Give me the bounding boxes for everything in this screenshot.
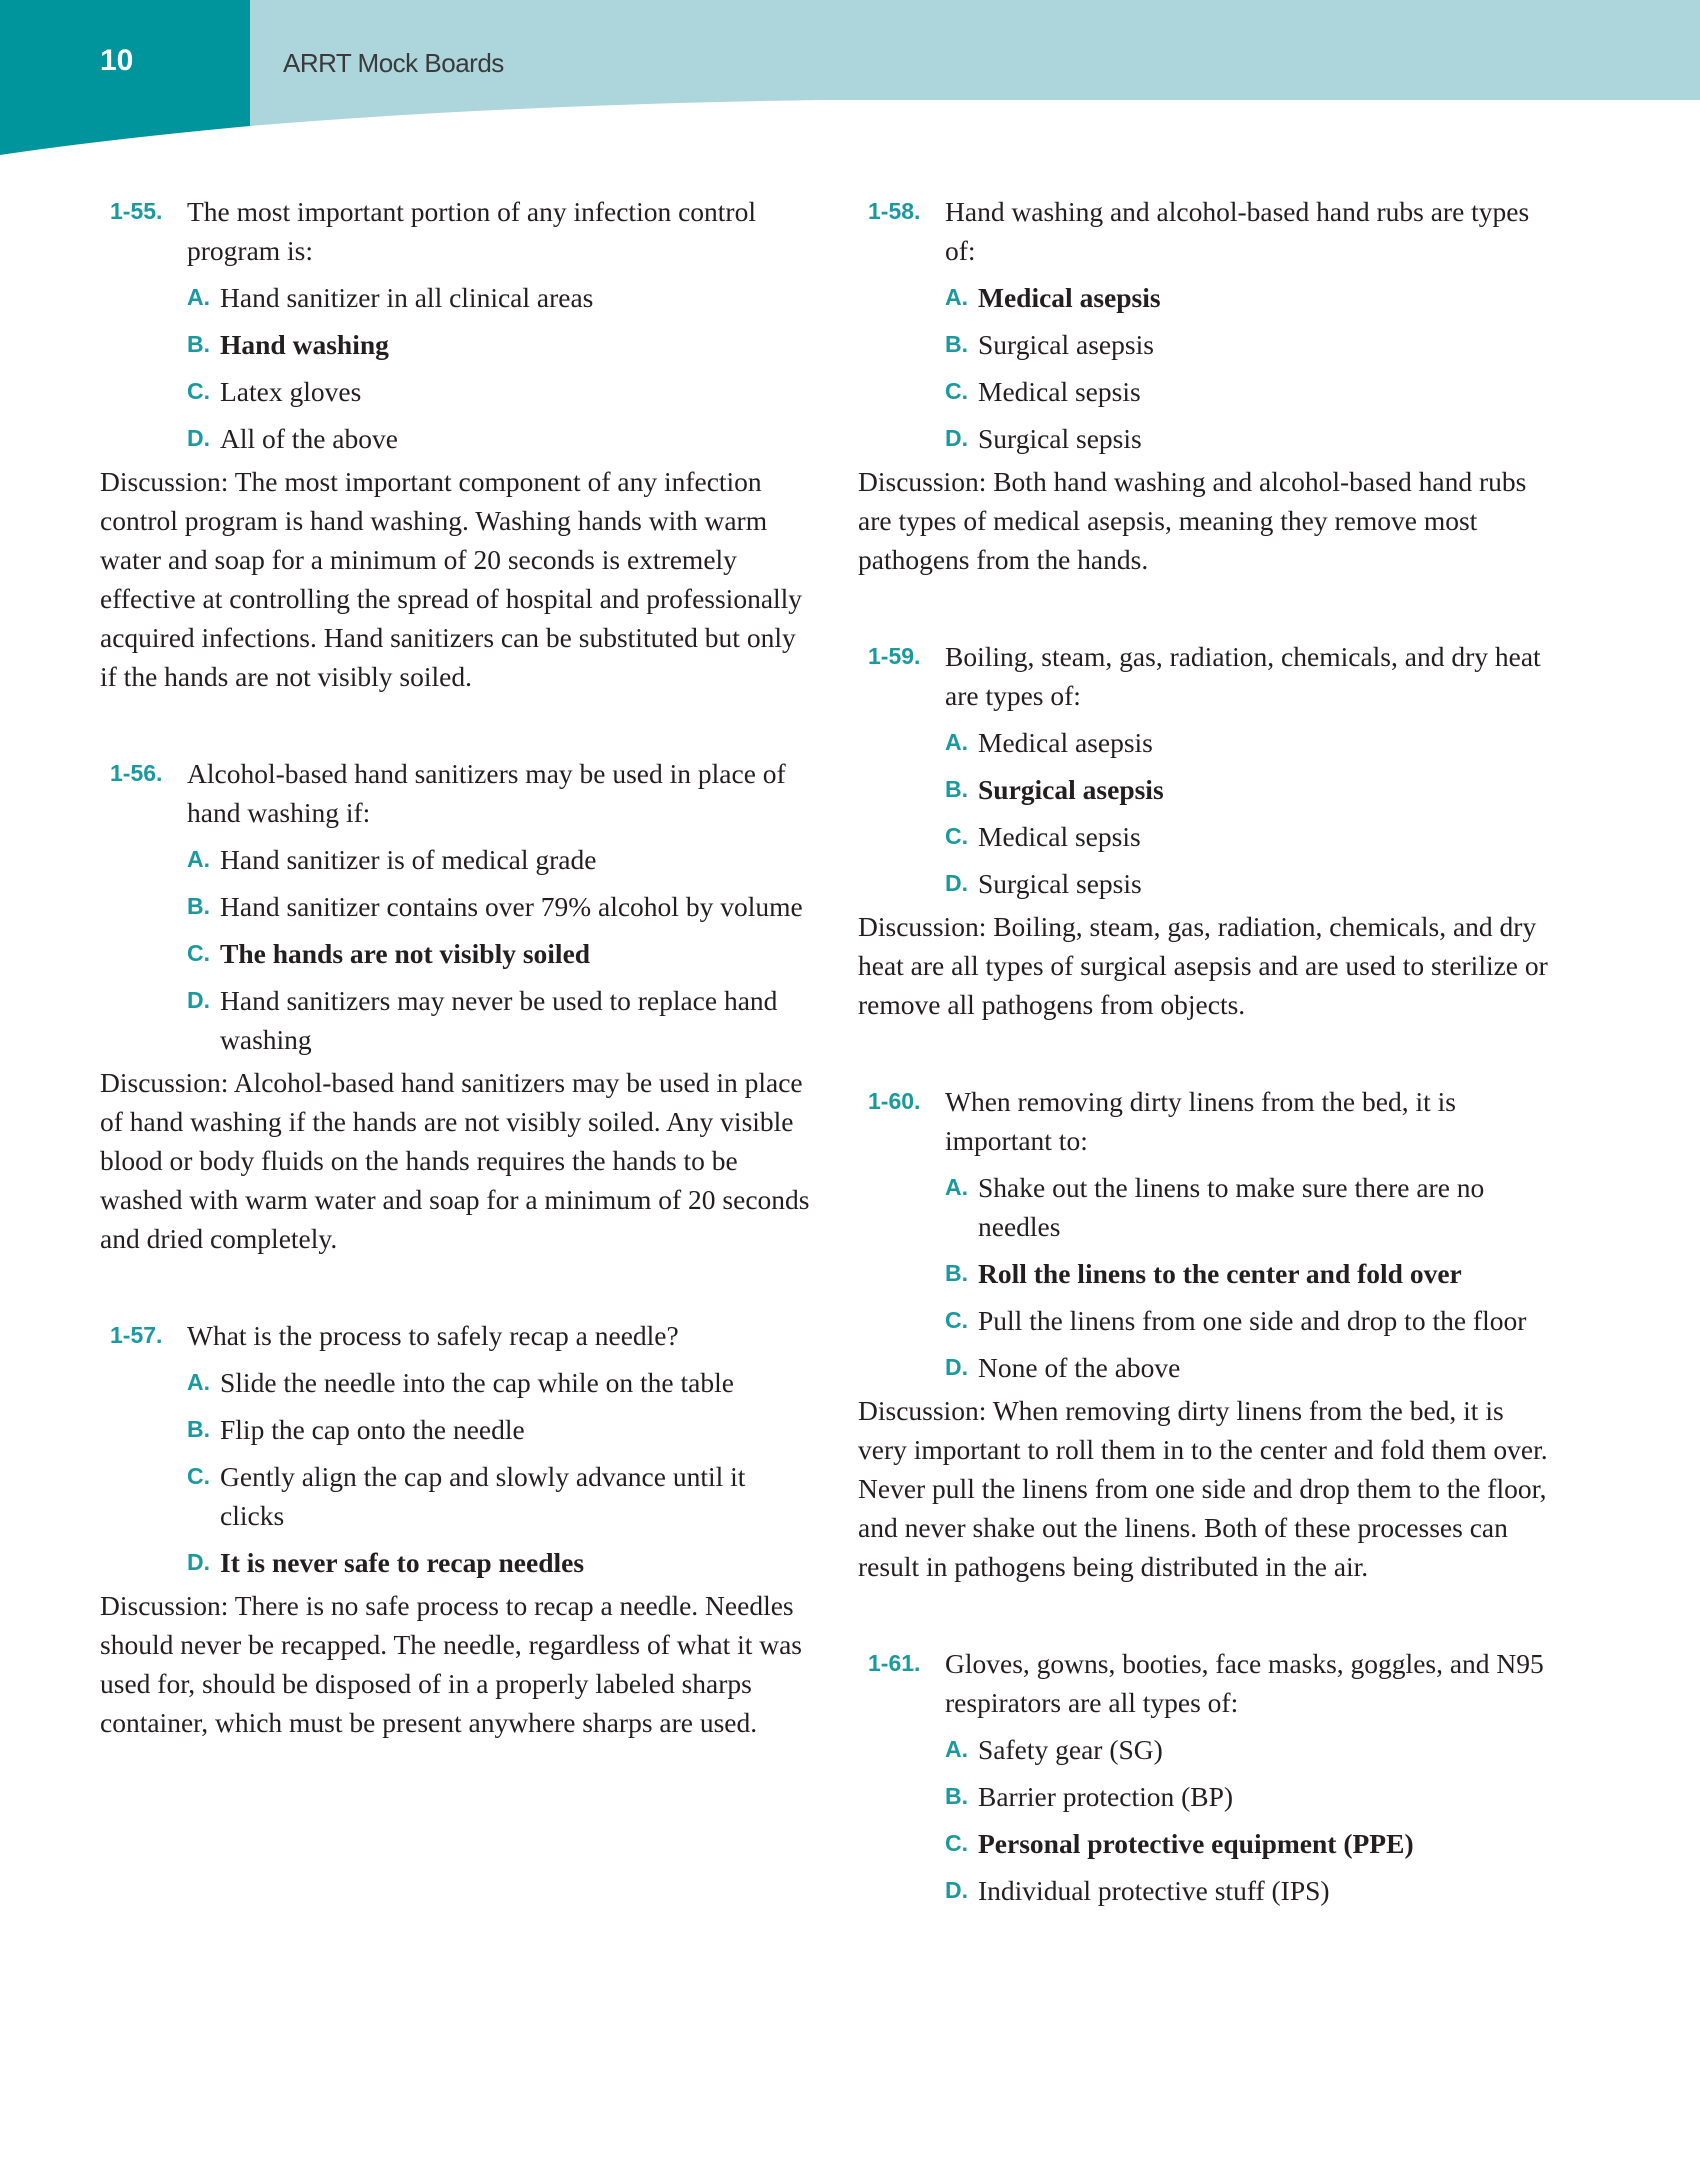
option-text: Shake out the linens to make sure there are no needles — [978, 1172, 1485, 1242]
answer-option — [945, 864, 1558, 903]
answer-option — [945, 1348, 1558, 1387]
question-text: Boiling, steam, gas, radiation, chemicals, and dry heat are types of: — [945, 641, 1541, 711]
question-text: Alcohol-based hand sanitizers may be used in place of hand washing if: — [187, 758, 786, 828]
question-number: 1-60. — [868, 1088, 921, 1114]
option-letter: C. — [187, 378, 210, 404]
answer-option — [945, 1871, 1558, 1910]
book-title: ARRT Mock Boards — [283, 48, 504, 78]
option-text: All of the above — [220, 423, 398, 454]
option-letter: C. — [945, 823, 968, 849]
answer-option-correct — [945, 770, 1558, 809]
option-letter: C. — [945, 378, 968, 404]
option-text: Slide the needle into the cap while on the table — [220, 1367, 734, 1398]
option-text: Individual protective stuff (IPS) — [978, 1875, 1330, 1906]
option-text: Hand sanitizers may never be used to replace hand washing — [220, 985, 778, 1055]
question-text: When removing dirty linens from the bed, it is important to: — [945, 1086, 1456, 1156]
question-block — [100, 192, 812, 696]
option-text: None of the above — [978, 1352, 1181, 1383]
option-text: The hands are not visibly soiled — [220, 938, 591, 969]
answer-option — [945, 1777, 1558, 1816]
option-text: Medical sepsis — [978, 376, 1141, 407]
question-header — [100, 754, 812, 832]
answer-options — [187, 278, 812, 458]
option-letter: B. — [945, 331, 968, 357]
option-letter: B. — [187, 1416, 210, 1442]
answer-option-correct — [945, 1254, 1558, 1293]
answer-options — [945, 723, 1558, 903]
question-block — [858, 192, 1558, 579]
question-block — [858, 1082, 1558, 1586]
question-header — [100, 1316, 812, 1355]
option-text: Flip the cap onto the needle — [220, 1414, 525, 1445]
option-letter: A. — [187, 284, 210, 310]
answer-option — [187, 840, 812, 879]
answer-option-correct — [945, 1824, 1558, 1863]
option-letter: B. — [187, 331, 210, 357]
answer-option — [945, 419, 1558, 458]
option-text: Roll the linens to the center and fold over — [978, 1258, 1462, 1289]
option-letter: D. — [187, 987, 210, 1013]
answer-options — [945, 1730, 1558, 1910]
option-text: Latex gloves — [220, 376, 362, 407]
question-number: 1-58. — [868, 198, 921, 224]
option-letter: C. — [187, 1463, 210, 1489]
answer-options — [945, 1168, 1558, 1387]
option-text: Surgical asepsis — [978, 774, 1164, 805]
answer-option — [945, 1168, 1558, 1246]
question-text: Gloves, gowns, booties, face masks, goggles, and N95 respirators are all types of: — [945, 1648, 1544, 1718]
option-letter: B. — [945, 1783, 968, 1809]
answer-option — [945, 1301, 1558, 1340]
answer-option — [187, 419, 812, 458]
answer-option — [187, 1410, 812, 1449]
option-text: Surgical sepsis — [978, 868, 1142, 899]
option-letter: B. — [187, 893, 210, 919]
answer-options — [187, 1363, 812, 1582]
answer-options — [945, 278, 1558, 458]
question-header — [858, 637, 1558, 715]
option-text: Medical asepsis — [978, 727, 1153, 758]
question-block — [100, 754, 812, 1258]
option-text: Hand washing — [220, 329, 389, 360]
option-text: Medical asepsis — [978, 282, 1161, 313]
question-header — [858, 1644, 1558, 1722]
question-number: 1-61. — [868, 1650, 921, 1676]
answer-option — [945, 817, 1558, 856]
question-header — [100, 192, 812, 270]
answer-option — [945, 372, 1558, 411]
answer-options — [187, 840, 812, 1059]
answer-option — [187, 1457, 812, 1535]
question-text: Hand washing and alcohol-based hand rubs are types of: — [945, 196, 1530, 266]
option-letter: C. — [187, 940, 210, 966]
option-text: Pull the linens from one side and drop to the floor — [978, 1305, 1527, 1336]
option-letter: D. — [187, 425, 210, 451]
option-text: Hand sanitizer is of medical grade — [220, 844, 597, 875]
answer-option — [187, 1363, 812, 1402]
option-letter: A. — [187, 846, 210, 872]
answer-option — [945, 723, 1558, 762]
answer-option — [945, 325, 1558, 364]
option-letter: A. — [945, 284, 968, 310]
question-text: The most important portion of any infection control program is: — [187, 196, 756, 266]
question-header — [858, 192, 1558, 270]
option-letter: A. — [945, 1736, 968, 1762]
answer-option — [187, 981, 812, 1059]
header-banner — [0, 0, 1700, 160]
discussion-text: Discussion: Alcohol-based hand sanitizers may be used in place of hand washing if the hands are not visibly soiled. Any visible blood or body fluids on the hands requires the hands to be washed with warm water and soap for a minimum of 20 seconds and dried completely. — [100, 1067, 810, 1254]
answer-option — [187, 278, 812, 317]
discussion-text: Discussion: Boiling, steam, gas, radiation, chemicals, and dry heat are all types of surgical asepsis and are used to sterilize or remove all pathogens from objects. — [858, 911, 1548, 1020]
discussion-text: Discussion: The most important component of any infection control program is hand washing. Washing hands with warm water and soap for a minimum of 20 seconds is extremely effective at controlling the spread of hospital and professionally acquired infections. Hand sanitizers can be substituted but only if the hands are not visibly soiled. — [100, 466, 803, 692]
option-text: Gently align the cap and slowly advance until it clicks — [220, 1461, 746, 1531]
option-letter: C. — [945, 1307, 968, 1333]
question-header — [858, 1082, 1558, 1160]
answer-option-correct — [187, 1543, 812, 1582]
option-letter: D. — [945, 1877, 968, 1903]
option-letter: B. — [945, 776, 968, 802]
question-number: 1-55. — [110, 198, 163, 224]
option-letter: A. — [187, 1369, 210, 1395]
answer-option — [945, 1730, 1558, 1769]
answer-option-correct — [187, 325, 812, 364]
option-letter: A. — [945, 729, 968, 755]
option-text: Personal protective equipment (PPE) — [978, 1828, 1414, 1859]
option-text: Hand sanitizer in all clinical areas — [220, 282, 594, 313]
question-block — [858, 1644, 1558, 1910]
answer-option-correct — [187, 934, 812, 973]
option-text: Surgical asepsis — [978, 329, 1154, 360]
option-letter: B. — [945, 1260, 968, 1286]
option-text: Surgical sepsis — [978, 423, 1142, 454]
discussion-text: Discussion: Both hand washing and alcohol-based hand rubs are types of medical asepsis, meaning they remove most pathogens from the hands. — [858, 466, 1527, 575]
question-text: What is the process to safely recap a needle? — [187, 1320, 679, 1351]
option-letter: A. — [945, 1174, 968, 1200]
option-letter: D. — [945, 870, 968, 896]
right-column — [858, 192, 1558, 1968]
answer-option — [187, 372, 812, 411]
option-letter: D. — [945, 425, 968, 451]
page-number: 10 — [100, 44, 134, 77]
page-header — [0, 0, 1700, 160]
question-block — [100, 1316, 812, 1742]
left-column — [100, 192, 812, 1800]
option-text: Barrier protection (BP) — [978, 1781, 1234, 1812]
option-text: Hand sanitizer contains over 79% alcohol by volume — [220, 891, 803, 922]
option-text: Medical sepsis — [978, 821, 1141, 852]
option-text: It is never safe to recap needles — [220, 1547, 585, 1578]
option-text: Safety gear (SG) — [978, 1734, 1163, 1765]
question-number: 1-59. — [868, 643, 921, 669]
option-letter: C. — [945, 1830, 968, 1856]
answer-option — [187, 887, 812, 926]
option-letter: D. — [945, 1354, 968, 1380]
question-number: 1-56. — [110, 760, 163, 786]
option-letter: D. — [187, 1549, 210, 1575]
answer-option-correct — [945, 278, 1558, 317]
question-block — [858, 637, 1558, 1024]
discussion-text: Discussion: When removing dirty linens from the bed, it is very important to roll them in to the center and fold them over. Never pull the linens from one side and drop them to the floor, and never shake out the linens. Both of these processes can result in pathogens being distributed in the air. — [858, 1395, 1548, 1582]
question-number: 1-57. — [110, 1322, 163, 1348]
discussion-text: Discussion: There is no safe process to recap a needle. Needles should never be recapped. The needle, regardless of what it was used for, should be disposed of in a properly labeled sharps container, which must be present anywhere sharps are used. — [100, 1590, 803, 1738]
